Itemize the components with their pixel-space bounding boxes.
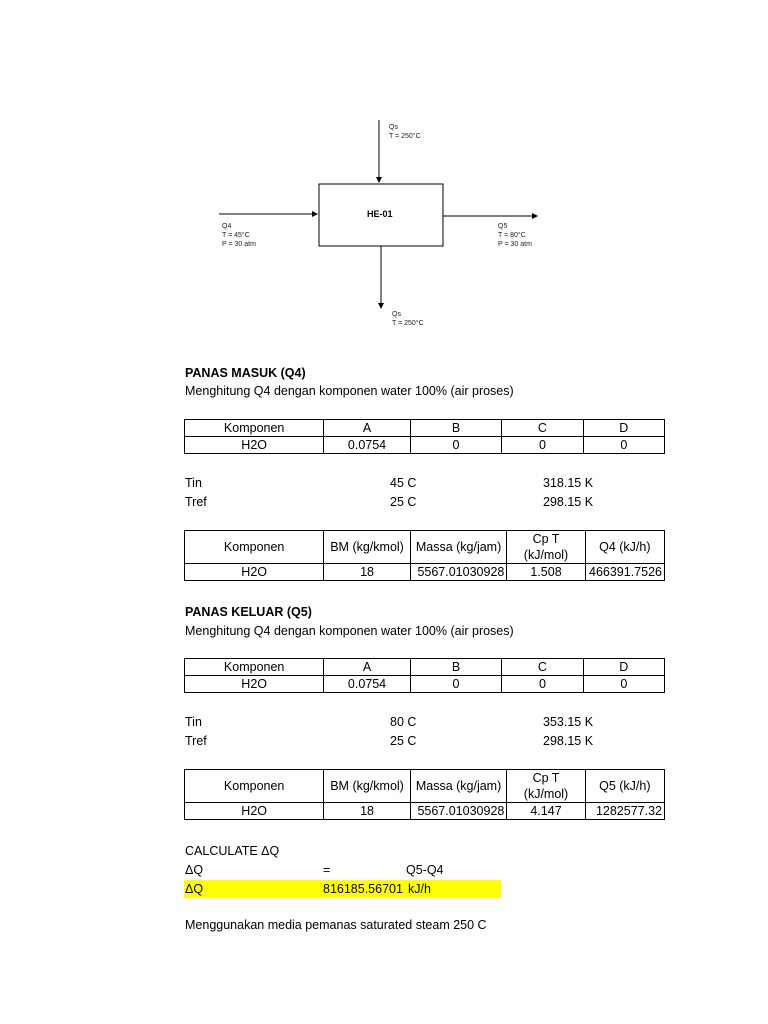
- table-cell: 0: [410, 437, 502, 454]
- header-cell: Komponen: [185, 770, 324, 803]
- calc-line2-label: ΔQ: [185, 882, 204, 896]
- table-cell: 0: [583, 676, 664, 693]
- header-cell: Komponen: [185, 659, 324, 676]
- table-cell: 0.0754: [324, 437, 410, 454]
- top-stream-label: [389, 123, 421, 141]
- section2-title: PANAS KELUAR (Q5): [185, 605, 312, 619]
- section1-tref-c: 25 C: [390, 495, 417, 509]
- section2-tin-c: 80 C: [390, 715, 417, 729]
- footer-note: Menggunakan media pemanas saturated steam 250 C: [185, 918, 487, 932]
- left-stream-temp: T = 45°C: [222, 232, 250, 239]
- section1-tin-k: 318.15 K: [543, 476, 594, 490]
- table-header-row: [185, 531, 665, 564]
- section2-subtitle: Menghitung Q4 dengan komponen water 100% (air proses): [185, 624, 514, 638]
- calc-line2-unit: kJ/h: [408, 882, 431, 896]
- top-stream-temp: T = 250°C: [389, 133, 421, 140]
- right-stream-temp: T = 80°C: [498, 232, 526, 239]
- bottom-stream-temp: T = 250°C: [392, 320, 424, 327]
- section1-title: PANAS MASUK (Q4): [185, 366, 306, 380]
- header-cell: C: [502, 420, 583, 437]
- header-cell: Komponen: [185, 420, 324, 437]
- section2-tref-c: 25 C: [390, 734, 417, 748]
- header-cell: Massa (kg/jam): [410, 531, 507, 564]
- header-cell: Cp T (kJ/mol): [507, 770, 585, 803]
- header-cell: A: [324, 420, 410, 437]
- right-stream-name: Q5: [498, 223, 508, 230]
- table-cell: 18: [324, 803, 410, 820]
- section2-tin-label: Tin: [185, 715, 202, 729]
- table-row: [185, 676, 665, 693]
- table-cell: 0: [410, 676, 502, 693]
- diagram-lines: [215, 118, 545, 333]
- left-stream-label: [222, 222, 256, 249]
- calc-line1-expr: Q5-Q4: [406, 863, 444, 877]
- table-cell: 1.508: [507, 564, 585, 581]
- table-cell: 0: [502, 676, 583, 693]
- left-stream-name: Q4: [222, 223, 232, 230]
- header-cell: Cp T (kJ/mol): [507, 531, 585, 564]
- section2-coef-table: [184, 658, 665, 693]
- header-cell: B: [410, 420, 502, 437]
- table-cell: 0: [502, 437, 583, 454]
- header-cell: Massa (kg/jam): [410, 770, 507, 803]
- header-cell: Q5 (kJ/h): [585, 770, 664, 803]
- section1-tref-k: 298.15 K: [543, 495, 594, 509]
- header-cell: D: [583, 420, 664, 437]
- section1-q-table: [184, 530, 665, 581]
- left-stream-pressure: P = 30 atm: [222, 241, 256, 248]
- calc-title: CALCULATE ΔQ: [185, 844, 280, 858]
- section1-tin-c: 45 C: [390, 476, 417, 490]
- right-stream-pressure: P = 30 atm: [498, 241, 532, 248]
- calc-line1-eq: =: [323, 863, 331, 877]
- table-cell: 0: [583, 437, 664, 454]
- section1-subtitle: Menghitung Q4 dengan komponen water 100% (air proses): [185, 384, 514, 398]
- bottom-stream-label: [392, 310, 424, 328]
- header-cell: C: [502, 659, 583, 676]
- header-cell: D: [583, 659, 664, 676]
- table-header-row: [185, 659, 665, 676]
- section1-tref-label: Tref: [185, 495, 207, 509]
- table-row: [185, 564, 665, 581]
- table-row: [185, 803, 665, 820]
- section2-q-table: [184, 769, 665, 820]
- section1-tin-label: Tin: [185, 476, 202, 490]
- header-cell: B: [410, 659, 502, 676]
- section2-tref-k: 298.15 K: [543, 734, 594, 748]
- section2-tin-k: 353.15 K: [543, 715, 594, 729]
- calc-line2-value: 816185.56701: [323, 882, 403, 896]
- right-stream-label: [498, 222, 532, 249]
- table-row: [185, 437, 665, 454]
- table-cell: H2O: [185, 676, 324, 693]
- table-header-row: [185, 420, 665, 437]
- bottom-stream-name: Qs: [392, 311, 401, 318]
- table-header-row: [185, 770, 665, 803]
- header-cell: BM (kg/kmol): [324, 770, 410, 803]
- header-cell: Komponen: [185, 531, 324, 564]
- table-cell: H2O: [185, 437, 324, 454]
- process-diagram: [215, 118, 545, 333]
- table-cell: 466391.7526: [585, 564, 664, 581]
- table-cell: 0.0754: [324, 676, 410, 693]
- table-cell: H2O: [185, 803, 324, 820]
- table-cell: 5567.01030928: [410, 803, 507, 820]
- table-cell: 4.147: [507, 803, 585, 820]
- table-cell: 1282577.32: [585, 803, 664, 820]
- table-cell: H2O: [185, 564, 324, 581]
- he-01-label: HE-01: [367, 209, 393, 219]
- header-cell: A: [324, 659, 410, 676]
- section2-tref-label: Tref: [185, 734, 207, 748]
- header-cell: Q4 (kJ/h): [585, 531, 664, 564]
- calc-line1-label: ΔQ: [185, 863, 204, 877]
- table-cell: 5567.01030928: [410, 564, 507, 581]
- header-cell: BM (kg/kmol): [324, 531, 410, 564]
- table-cell: 18: [324, 564, 410, 581]
- top-stream-name: Qs: [389, 124, 398, 131]
- section1-coef-table: [184, 419, 665, 454]
